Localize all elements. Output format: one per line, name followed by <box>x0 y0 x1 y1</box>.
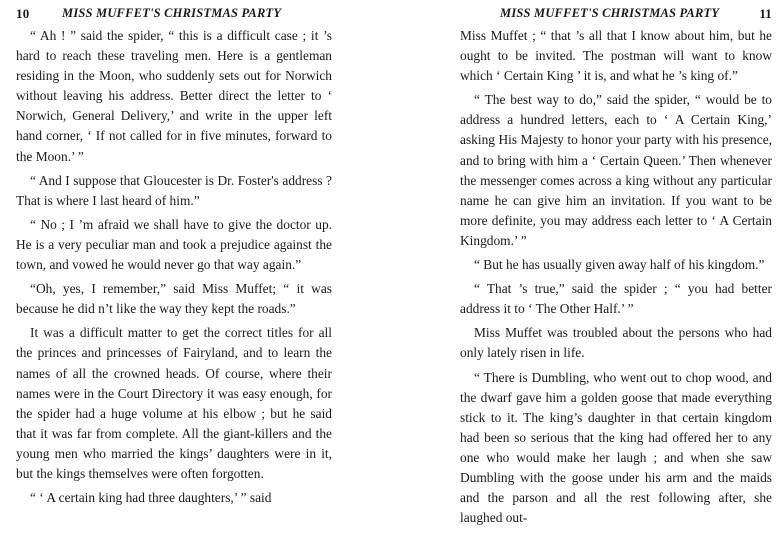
paragraph: Miss Muffet was troubled about the persons who had only lately risen in life. <box>460 325 772 361</box>
paragraph: Miss Muffet ; “ that ’s all that I know about him, but he ought to be invited. The postman will want to know which ‘ Certain King ’ it is, and what he ’s king of.” <box>460 28 772 84</box>
paragraph: “Oh, yes, I remember,” said Miss Muffet; “ it was because he did n’t like the way they kept the roads.” <box>16 281 332 317</box>
paragraph: “ Ah ! ” said the spider, “ this is a difficult case ; it ’s hard to reach these traveling men. Here is a gentleman residing in the Moon, who suddenly sets out for Norwich without leaving his address. Better direct the letter to ‘ Norwich, General Delivery,’ and write in the upper left hand corner, ‘ If not called for in five minutes, forward to the Moon.’ ” <box>16 28 332 164</box>
left-running-title: MISS MUFFET'S CHRISTMAS PARTY <box>62 6 282 20</box>
paragraph: It was a difficult matter to get the correct titles for all the princes and princesses of Fairyland, and to learn the names of all the crowned heads. Of course, where their names were in the Court Directory it was easy enough, for the spider had a huge volume at his elbow ; but he said that it was far from complete. All the giant-killers and the young men who married the kings’ daughters were in it, but the kings themselves were often forgotten. <box>16 325 332 481</box>
book-gutter <box>340 0 452 538</box>
paragraph: “ ‘ A certain king had three daughters,’ ” said <box>30 490 272 506</box>
right-running-head <box>460 6 772 24</box>
right-page-body <box>460 26 772 528</box>
paragraph: “ That ’s true,” said the spider ; “ you had better address it to ‘ The Other Half.’ ” <box>460 281 772 317</box>
left-running-head <box>16 6 332 24</box>
paragraph: “ The best way to do,” said the spider, “ would be to address a hundred letters, each to ‘ A Certain King,’ asking His Majesty to honor your party with his presence, and to bring with him a ‘ Certain Queen.’ Then whenever the messenger comes across a king without any particular name he can give him an invitation. If you want to be more definite, you may address each letter to ‘ A Certain Kingdom.’ ” <box>460 92 772 248</box>
right-running-title: MISS MUFFET'S CHRISTMAS PARTY <box>500 6 720 20</box>
right-page-number: 11 <box>759 6 772 21</box>
right-page <box>460 0 772 538</box>
left-page <box>16 0 332 538</box>
paragraph: “ There is Dumbling, who went out to chop wood, and the dwarf gave him a golden goose that made everything stick to it. The king’s daughter in that certain kingdom had been so serious that the king had offered her to any one who would make her laugh ; and when she saw Dumbling with the goose under his arm and the maids and the parson and all the rest following after, she laughed out- <box>460 369 772 526</box>
left-page-number: 10 <box>16 6 30 21</box>
paragraph: “ And I suppose that Gloucester is Dr. Foster's address ? That is where I last heard of him.” <box>16 172 332 208</box>
left-page-body <box>16 26 332 508</box>
paragraph: “ But he has usually given away half of his kingdom.” <box>474 257 765 273</box>
paragraph: “ No ; I ’m afraid we shall have to give the doctor up. He is a very peculiar man and took a prejudice against the town, and vowed he would never go that way again.” <box>16 216 332 273</box>
